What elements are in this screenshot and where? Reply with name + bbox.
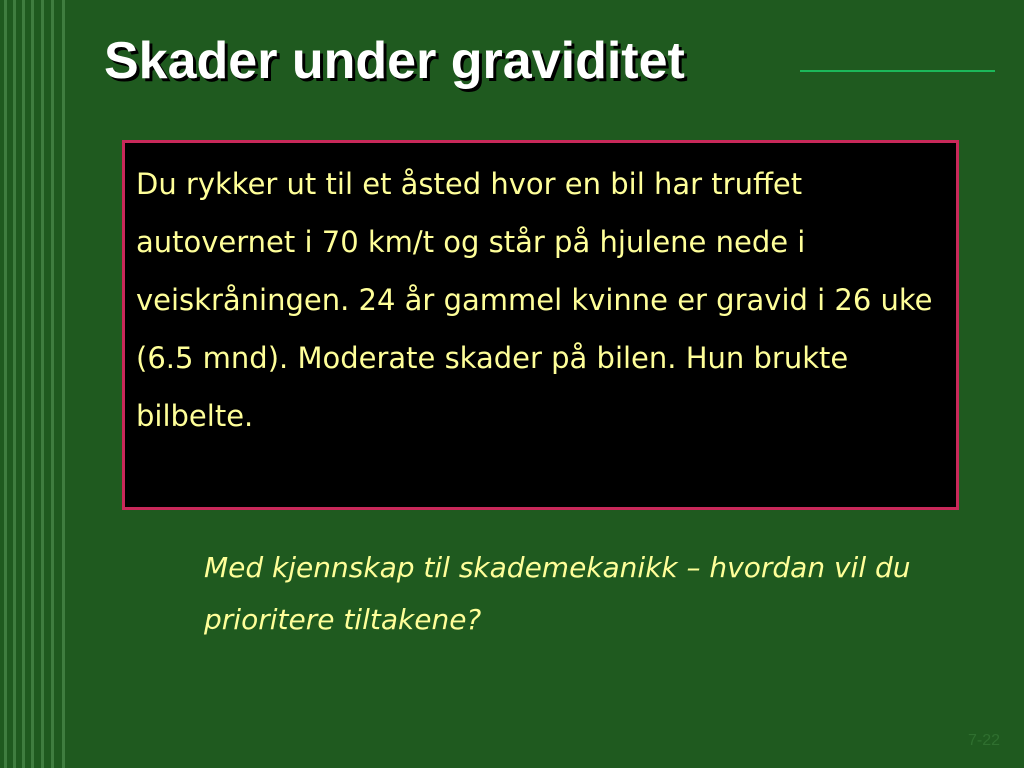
scenario-box <box>122 140 959 510</box>
stripe <box>41 0 44 768</box>
stripe <box>22 0 25 768</box>
title-underline <box>800 70 995 72</box>
slide-title: Skader under graviditet <box>104 32 685 90</box>
stripe <box>51 0 54 768</box>
scenario-text: Du rykker ut til et åsted hvor en bil har truffet autovernet i 70 km/t og står på hjulene nede i veiskråningen. 24 år gammel kvinne er gravid i 26 uke (6.5 mnd). Moderate skader på bilen. Hun brukte bilbelte. <box>136 167 933 433</box>
stripe <box>4 0 7 768</box>
stripe <box>62 0 65 768</box>
left-stripe-decoration <box>0 0 70 768</box>
question-text: Med kjennskap til skademekanikk – hvordan vil du prioritere tiltakene? <box>204 551 911 636</box>
stripe <box>31 0 34 768</box>
slide-number: 7-22 <box>967 732 1000 749</box>
stripe <box>13 0 16 768</box>
